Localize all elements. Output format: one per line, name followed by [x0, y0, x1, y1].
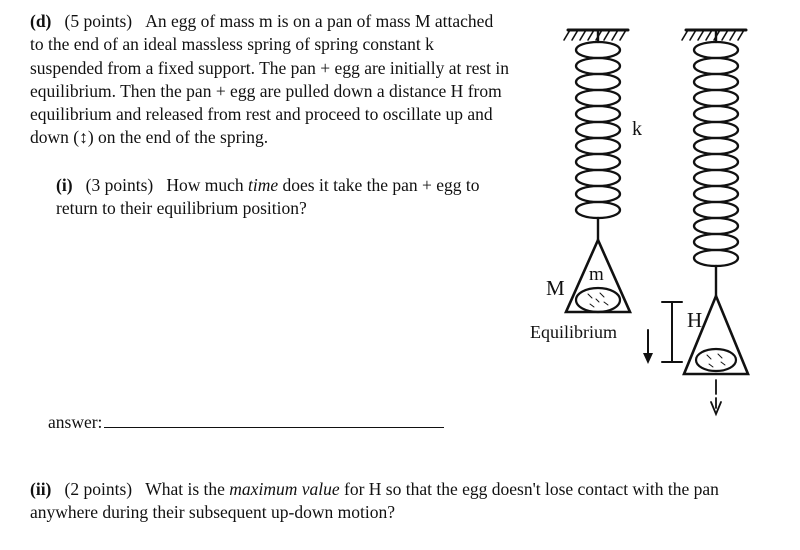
- part-ii-label: (ii): [30, 479, 52, 499]
- part-i-text-after: does it take the pan + egg to return to their equilibrium position?: [56, 174, 480, 218]
- spring-pan-egg-figure: [520, 8, 800, 428]
- part-d-paragraph: [30, 10, 510, 150]
- part-d-body: An egg of mass m is on a pan of mass M attached to the end of an ideal massless spring of spring constant k suspended from a fixed support. The pan + egg are initially at rest in equilibrium. Then the pan + egg are pulled down a distance H from equilibrium and released from rest and proceed to oscillate up and down (↕) on the end of the spring.: [30, 11, 510, 148]
- part-ii-points: (2 points): [64, 479, 133, 499]
- part-ii-text-after: for H so that the egg doesn't lose contact with the pan anywhere during their subsequent up-down motion?: [30, 479, 719, 523]
- answer-label: answer:: [48, 412, 103, 432]
- part-i-text-before: How much: [166, 174, 249, 195]
- part-i-points: (3 points): [85, 174, 154, 195]
- label-displacement-h: H: [687, 308, 703, 332]
- part-d-points: (5 points): [64, 11, 133, 31]
- label-spring-constant: k: [632, 118, 642, 140]
- part-d-label: (d): [30, 11, 52, 31]
- part-i-label: (i): [56, 174, 73, 195]
- answer-blank-line[interactable]: [104, 413, 444, 428]
- part-ii-paragraph: [30, 478, 770, 525]
- part-ii-emphasis: maximum value: [229, 479, 340, 499]
- label-pan-mass: M: [546, 276, 565, 300]
- part-i-paragraph: [56, 174, 496, 221]
- part-i-emphasis: time: [248, 174, 279, 195]
- part-ii-text-before: What is the: [145, 479, 230, 499]
- answer-row: [48, 412, 444, 433]
- figure-svg: [520, 8, 800, 428]
- label-egg-mass: m: [589, 264, 604, 285]
- label-equilibrium: Equilibrium: [530, 322, 617, 342]
- text-column: [30, 10, 510, 220]
